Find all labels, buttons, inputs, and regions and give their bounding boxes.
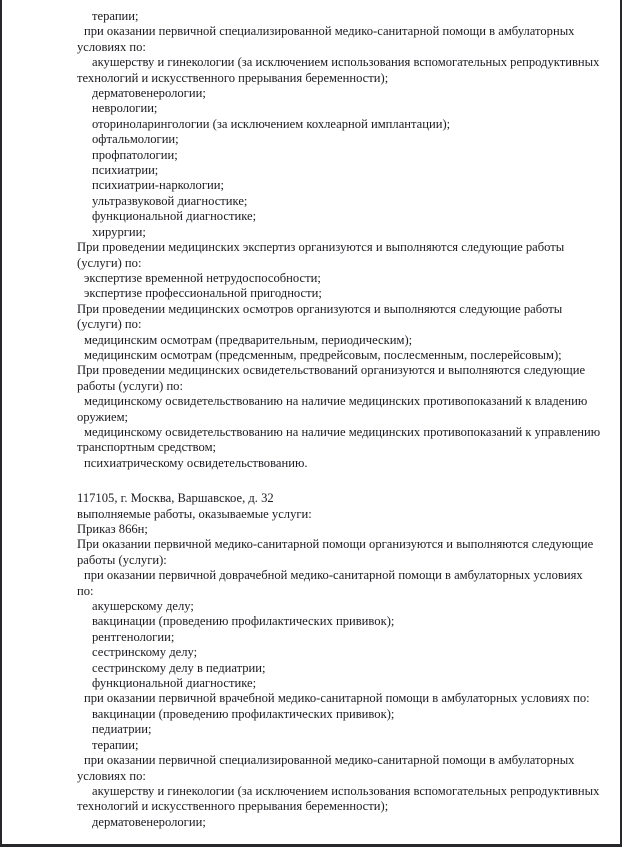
text-line: условиях по: <box>77 768 146 783</box>
document-body <box>2 0 620 830</box>
text-line: акушерскому делу; <box>92 599 194 614</box>
text-line: вакцинации (проведению профилактических прививок); <box>92 706 395 721</box>
text-line: вакцинации (проведению профилактических прививок); <box>92 614 395 629</box>
text-line: рентгенологии; <box>92 629 175 644</box>
text-line: условиях по: <box>77 39 146 54</box>
text-line: экспертизе профессиональной пригодности; <box>84 286 322 301</box>
text-line: транспортным средством; <box>77 440 217 455</box>
text-line: Приказ 866н; <box>77 522 148 536</box>
text-line: (услуги) по: <box>77 317 142 332</box>
text-line: акушерству и гинекологии (за исключением использования вспомогательных репродуктивных <box>92 783 600 798</box>
text-line: оружием; <box>77 409 129 424</box>
text-line: экспертизе временной нетрудоспособности; <box>84 270 321 285</box>
text-line: при оказании первичной специализированной медико-санитарной помощи в амбулаторных <box>84 24 575 39</box>
text-line: работы (услуги): <box>77 552 167 567</box>
text-line: оториноларингологии (за исключением кохлеарной имплантации); <box>92 116 451 131</box>
text-line: (услуги) по: <box>77 255 142 270</box>
text-line: при оказании первичной доврачебной медико-санитарной помощи в амбулаторных условиях <box>84 568 583 583</box>
text-line: дерматовенерологии; <box>92 814 206 829</box>
text-line: дерматовенерологии; <box>92 86 206 101</box>
text-line: медицинским осмотрам (предварительным, периодическим); <box>84 332 413 347</box>
text-line: медицинскому освидетельствованию на наличие медицинских противопоказаний к управлению <box>84 424 601 439</box>
text-line: медицинскому освидетельствованию на наличие медицинских противопоказаний к владению <box>84 394 588 409</box>
text-line: неврологии; <box>92 101 158 116</box>
text-line: При проведении медицинских осмотров организуются и выполняются следующие работы <box>77 301 563 316</box>
text-line: психиатрии-наркологии; <box>92 178 224 193</box>
text-line: технологий и искусственного прерывания беременности); <box>77 70 389 85</box>
text-line: по: <box>77 583 94 598</box>
text-line: 117105, г. Москва, Варшавское, д. 32 <box>77 491 274 506</box>
text-line: функциональной диагностике; <box>92 676 257 691</box>
text-line: При оказании первичной медико-санитарной помощи организуются и выполняются следующие <box>77 537 594 552</box>
text-line: при оказании первичной специализированной медико-санитарной помощи в амбулаторных <box>84 753 575 768</box>
text-line: При проведении медицинских освидетельствований организуются и выполняются следующие <box>77 363 586 378</box>
text-line: сестринскому делу в педиатрии; <box>92 660 266 675</box>
text-line: При проведении медицинских экспертиз организуются и выполняются следующие работы <box>77 240 565 255</box>
text-line: офтальмологии; <box>92 132 179 147</box>
text-line: технологий и искусственного прерывания беременности); <box>77 799 389 814</box>
text-line: акушерству и гинекологии (за исключением использования вспомогательных репродуктивных <box>92 55 600 70</box>
text-line: психиатрическому освидетельствованию. <box>84 455 308 470</box>
text-line: ультразвуковой диагностике; <box>92 193 248 208</box>
blank-line <box>77 471 604 491</box>
text-line: терапии; <box>92 9 139 23</box>
text-line: медицинским осмотрам (предсменным, предрейсовым, послесменным, послерейсовым); <box>84 347 562 362</box>
text-line: профпатологии; <box>92 147 178 162</box>
text-line: хирургии; <box>92 224 146 239</box>
text-line: функциональной диагностике; <box>92 209 257 224</box>
text-line: педиатрии; <box>92 722 152 737</box>
text-line: сестринскому делу; <box>92 645 198 660</box>
text-line: психиатрии; <box>92 163 159 178</box>
text-line: при оказании первичной врачебной медико-санитарной помощи в амбулаторных условиях по: <box>84 691 590 706</box>
text-line: терапии; <box>92 737 139 752</box>
text-line: работы (услуги) по: <box>77 378 183 393</box>
text-line: выполняемые работы, оказываемые услуги: <box>77 506 312 521</box>
